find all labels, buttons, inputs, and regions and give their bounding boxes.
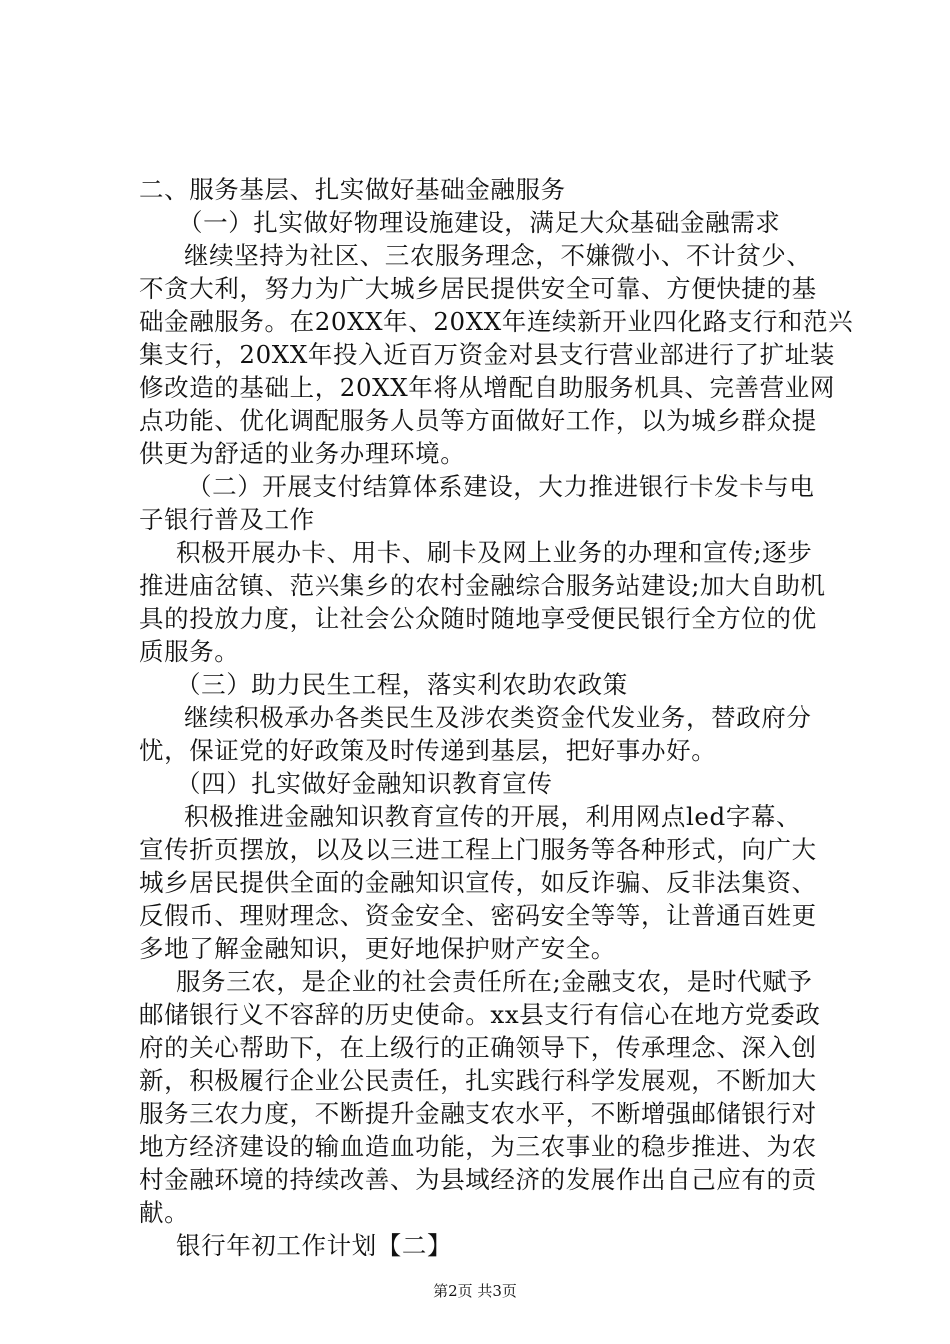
paragraph-line: 继续坚持为社区、三农服务理念，不嫌微小、不计贫少、 (184, 241, 812, 270)
section-heading: 二、服务基层、扎实做好基础金融服务 (139, 175, 566, 204)
subsection-heading: （一）扎实做好物理设施建设，满足大众基础金融需求 (178, 208, 781, 237)
paragraph-line: 修改造的基础上，20XX年将从增配自助服务机具、完善营业网 (139, 373, 835, 402)
subsection-heading: （三）助力民生工程，落实利农助农政策 (176, 670, 628, 699)
subsection-heading: （四）扎实做好金融知识教育宣传 (176, 769, 553, 798)
paragraph-line: 础金融服务。在20XX年、20XX年连续新开业四化路支行和范兴 (139, 307, 854, 336)
subsection-heading: （二）开展支付结算体系建设，大力推进银行卡发卡与电 (187, 472, 815, 501)
subsection-heading-continued: 子银行普及工作 (139, 505, 315, 534)
paragraph-line: 邮储银行义不容辞的历史使命。xx县支行有信心在地方党委政 (139, 1000, 821, 1029)
paragraph-line: 宣传折页摆放，以及以三进工程上门服务等各种形式，向广大 (139, 835, 817, 864)
paragraph-line: 新，积极履行企业公民责任，扎实践行科学发展观，不断加大 (139, 1066, 817, 1095)
paragraph-line: 府的关心帮助下，在上级行的正确领导下，传承理念、深入创 (139, 1033, 817, 1062)
paragraph-line: 推进庙岔镇、范兴集乡的农村金融综合服务站建设;加大自助机 (139, 571, 826, 600)
page-number-footer: 第2页 共3页 (433, 1282, 517, 1300)
paragraph-line: 反假币、理财理念、资金安全、密码安全等等，让普通百姓更 (139, 901, 817, 930)
paragraph-line: 城乡居民提供全面的金融知识宣传，如反诈骗、反非法集资、 (139, 868, 817, 897)
paragraph-line: 集支行，20XX年投入近百万资金对县支行营业部进行了扩址装 (139, 340, 835, 369)
paragraph-line: 点功能、优化调配服务人员等方面做好工作，以为城乡群众提 (139, 406, 817, 435)
paragraph-line: 村金融环境的持续改善、为县域经济的发展作出自己应有的贡 (139, 1165, 817, 1194)
paragraph-line: 积极推进金融知识教育宣传的开展，利用网点led字幕、 (184, 802, 802, 831)
paragraph-line: 献。 (139, 1198, 190, 1227)
paragraph-line: 供更为舒适的业务办理环境。 (139, 439, 466, 468)
paragraph-line: 质服务。 (139, 637, 240, 666)
paragraph-line: 服务三农力度，不断提升金融支农水平，不断增强邮储银行对 (139, 1099, 817, 1128)
paragraph-line: 多地了解金融知识，更好地保护财产安全。 (139, 934, 616, 963)
paragraph-line: 忧，保证党的好政策及时传递到基层，把好事办好。 (139, 736, 717, 765)
paragraph-line: 服务三农，是企业的社会责任所在;金融支农，是时代赋予 (176, 967, 813, 996)
paragraph-line: 不贪大利，努力为广大城乡居民提供安全可靠、方便快捷的基 (139, 274, 817, 303)
paragraph-line: 具的投放力度，让社会公众随时随地享受便民银行全方位的优 (139, 604, 817, 633)
paragraph-line: 地方经济建设的输血造血功能，为三农事业的稳步推进、为农 (139, 1132, 817, 1161)
section-heading: 银行年初工作计划【二】 (176, 1231, 453, 1260)
paragraph-line: 积极开展办卡、用卡、刷卡及网上业务的办理和宣传;逐步 (176, 538, 813, 567)
paragraph-line: 继续积极承办各类民生及涉农类资金代发业务，替政府分 (184, 703, 812, 732)
